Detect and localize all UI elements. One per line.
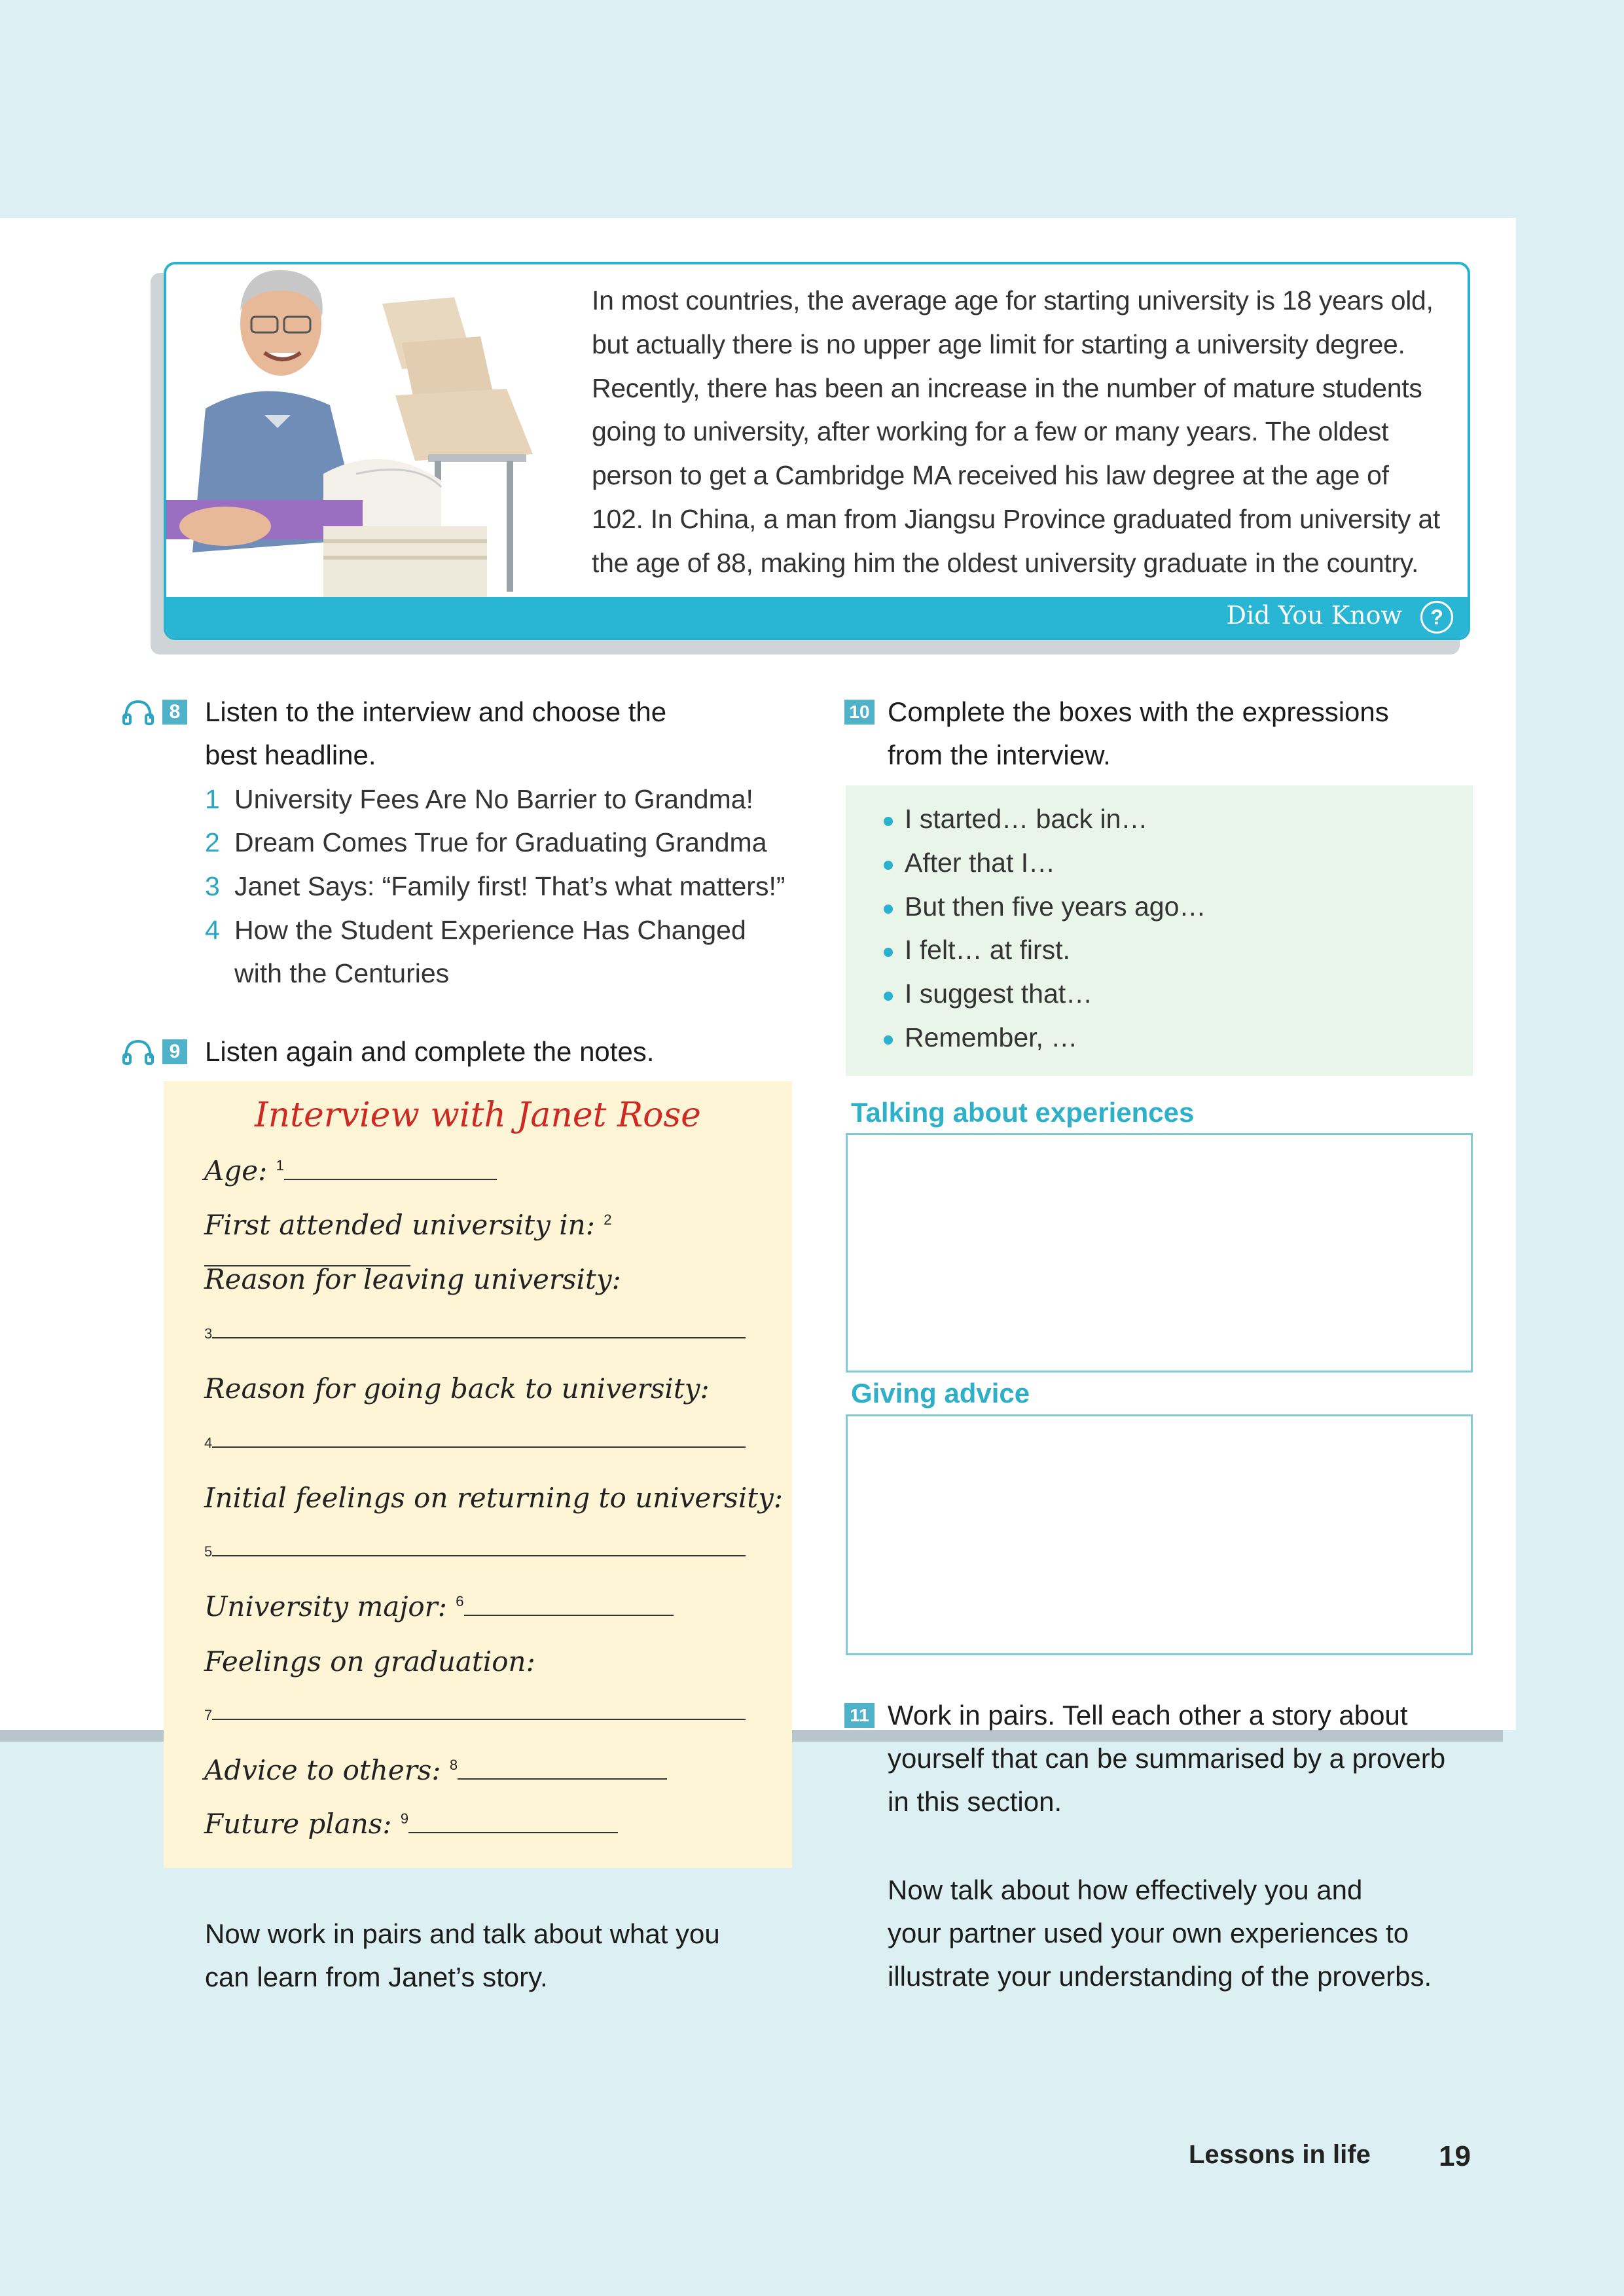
exercise-11-number: 11 xyxy=(844,1703,875,1728)
exercise-8-instruction-line1: Listen to the interview and choose the xyxy=(205,696,667,727)
expressions-box xyxy=(846,785,1473,1076)
blank-number: 1 xyxy=(276,1157,284,1174)
note-initial-feelings: Initial feelings on returning to university: xyxy=(204,1482,784,1514)
exercise-10-instruction-line1: Complete the boxes with the expressions xyxy=(888,696,1389,727)
blank-number: 5 xyxy=(204,1543,213,1560)
expression-item: I suggest that… xyxy=(905,978,1093,1009)
option-text: How the Student Experience Has Changed xyxy=(234,915,746,945)
exercise-10-instruction-line2: from the interview. xyxy=(888,740,1111,770)
answer-blank-7[interactable] xyxy=(212,1702,746,1720)
exercise-9-number: 9 xyxy=(162,1039,187,1064)
note-line-5 xyxy=(204,1538,746,1560)
did-you-know-line: In most countries, the average age for starting university is 18 years old, xyxy=(592,285,1434,315)
note-major xyxy=(204,1590,674,1623)
giving-advice-heading: Giving advice xyxy=(851,1378,1030,1408)
note-future xyxy=(204,1808,618,1840)
did-you-know-line: Recently, there has been an increase in the number of mature students xyxy=(592,372,1422,403)
expression-item: I started… back in… xyxy=(905,804,1148,834)
exercise-9-followup-line2: can learn from Janet’s story. xyxy=(205,1962,548,1992)
did-you-know-line: going to university, after working for a few or many years. The oldest xyxy=(592,416,1389,447)
blank-number: 2 xyxy=(604,1211,612,1228)
giving-advice-box[interactable] xyxy=(846,1414,1473,1655)
bullet-icon xyxy=(884,817,893,826)
answer-blank-8[interactable] xyxy=(458,1759,667,1780)
headline-option[interactable] xyxy=(205,908,746,952)
expression-item: I felt… at first. xyxy=(905,935,1070,965)
did-you-know-text xyxy=(592,279,1456,585)
note-advice xyxy=(204,1754,667,1786)
blank-number: 7 xyxy=(204,1707,213,1723)
note-reason-back: Reason for going back to university: xyxy=(204,1372,710,1405)
did-you-know-line: but actually there is no upper age limit for starting a university degree. xyxy=(592,329,1405,359)
blank-number: 6 xyxy=(456,1593,464,1609)
page-number: 19 xyxy=(1439,2140,1471,2172)
note-reason-leaving: Reason for leaving university: xyxy=(204,1263,621,1295)
question-circle-icon: ? xyxy=(1420,601,1453,634)
headphones-icon xyxy=(122,699,154,725)
option-text: Dream Comes True for Graduating Grandma xyxy=(234,827,767,857)
note-feelings-grad: Feelings on graduation: xyxy=(204,1645,535,1677)
did-you-know-line: person to get a Cambridge MA received his law degree at the age of xyxy=(592,460,1389,491)
answer-blank-9[interactable] xyxy=(408,1812,618,1833)
note-line-7 xyxy=(204,1702,746,1724)
talking-about-experiences-box[interactable] xyxy=(846,1133,1473,1372)
answer-blank-1[interactable] xyxy=(284,1159,497,1180)
answer-blank-3[interactable] xyxy=(212,1320,746,1338)
exercise-10-number: 10 xyxy=(844,700,875,725)
bullet-icon xyxy=(884,948,893,957)
notes-card xyxy=(164,1081,792,1868)
exercise-11-line1: Work in pairs. Tell each other a story about xyxy=(888,1700,1408,1731)
did-you-know-bar xyxy=(166,597,1468,637)
note-line-3 xyxy=(204,1320,746,1342)
did-you-know-line: 102. In China, a man from Jiangsu Province graduated from university at xyxy=(592,503,1440,534)
blank-number: 3 xyxy=(204,1325,213,1342)
exercise-9-followup-line1: Now work in pairs and talk about what you xyxy=(205,1918,720,1949)
blank-number: 9 xyxy=(400,1810,409,1827)
answer-blank-6[interactable] xyxy=(464,1595,674,1616)
headline-option[interactable] xyxy=(205,865,785,908)
exercise-11-line6: illustrate your understanding of the proverbs. xyxy=(888,1961,1432,1992)
mature-student-photo xyxy=(166,264,572,600)
headline-option-continuation: with the Centuries xyxy=(234,958,450,988)
expression-item: But then five years ago… xyxy=(905,891,1206,922)
did-you-know-line: the age of 88, making him the oldest university graduate in the country. xyxy=(592,547,1419,578)
bullet-icon xyxy=(884,992,893,1001)
blank-number: 4 xyxy=(204,1435,213,1451)
exercise-11-line3: in this section. xyxy=(888,1786,1062,1817)
exercise-8-instruction-line2: best headline. xyxy=(205,740,376,770)
note-line-4 xyxy=(204,1429,746,1452)
option-number: 3 xyxy=(205,871,220,901)
answer-blank-5[interactable] xyxy=(212,1538,746,1556)
headline-option[interactable] xyxy=(205,821,767,864)
notes-title: Interview with Janet Rose xyxy=(255,1096,701,1135)
note-age xyxy=(204,1155,497,1187)
headline-option[interactable] xyxy=(205,778,753,821)
exercise-8-number: 8 xyxy=(162,700,187,725)
option-text: Janet Says: “Family first! That’s what matters!” xyxy=(234,871,785,901)
bullet-icon xyxy=(884,905,893,914)
expression-item: After that I… xyxy=(905,848,1056,878)
did-you-know-box xyxy=(164,262,1470,640)
answer-blank-4[interactable] xyxy=(212,1429,746,1448)
bullet-icon xyxy=(884,1035,893,1045)
expression-item: Remember, … xyxy=(905,1022,1078,1052)
note-label: First attended university in: xyxy=(204,1209,595,1241)
note-label: University major: xyxy=(204,1590,447,1623)
note-label: Future plans: xyxy=(204,1808,392,1840)
option-text: University Fees Are No Barrier to Grandma! xyxy=(234,784,753,814)
exercise-11-line4: Now talk about how effectively you and xyxy=(888,1874,1363,1905)
blank-number: 8 xyxy=(449,1757,458,1773)
talking-about-experiences-heading: Talking about experiences xyxy=(851,1097,1195,1128)
did-you-know-label: Did You Know xyxy=(1226,601,1402,630)
headphones-icon xyxy=(122,1039,154,1065)
footer-section-title: Lessons in life xyxy=(1189,2140,1371,2169)
option-number: 1 xyxy=(205,784,220,814)
exercise-11-line2: yourself that can be summarised by a proverb xyxy=(888,1743,1446,1774)
exercise-9-instruction: Listen again and complete the notes. xyxy=(205,1036,655,1067)
exercise-11-line5: your partner used your own experiences to xyxy=(888,1918,1409,1948)
note-label: Advice to others: xyxy=(204,1754,441,1786)
note-label: Age: xyxy=(204,1155,268,1187)
option-number: 4 xyxy=(205,915,220,945)
option-number: 2 xyxy=(205,827,220,857)
bullet-icon xyxy=(884,861,893,870)
